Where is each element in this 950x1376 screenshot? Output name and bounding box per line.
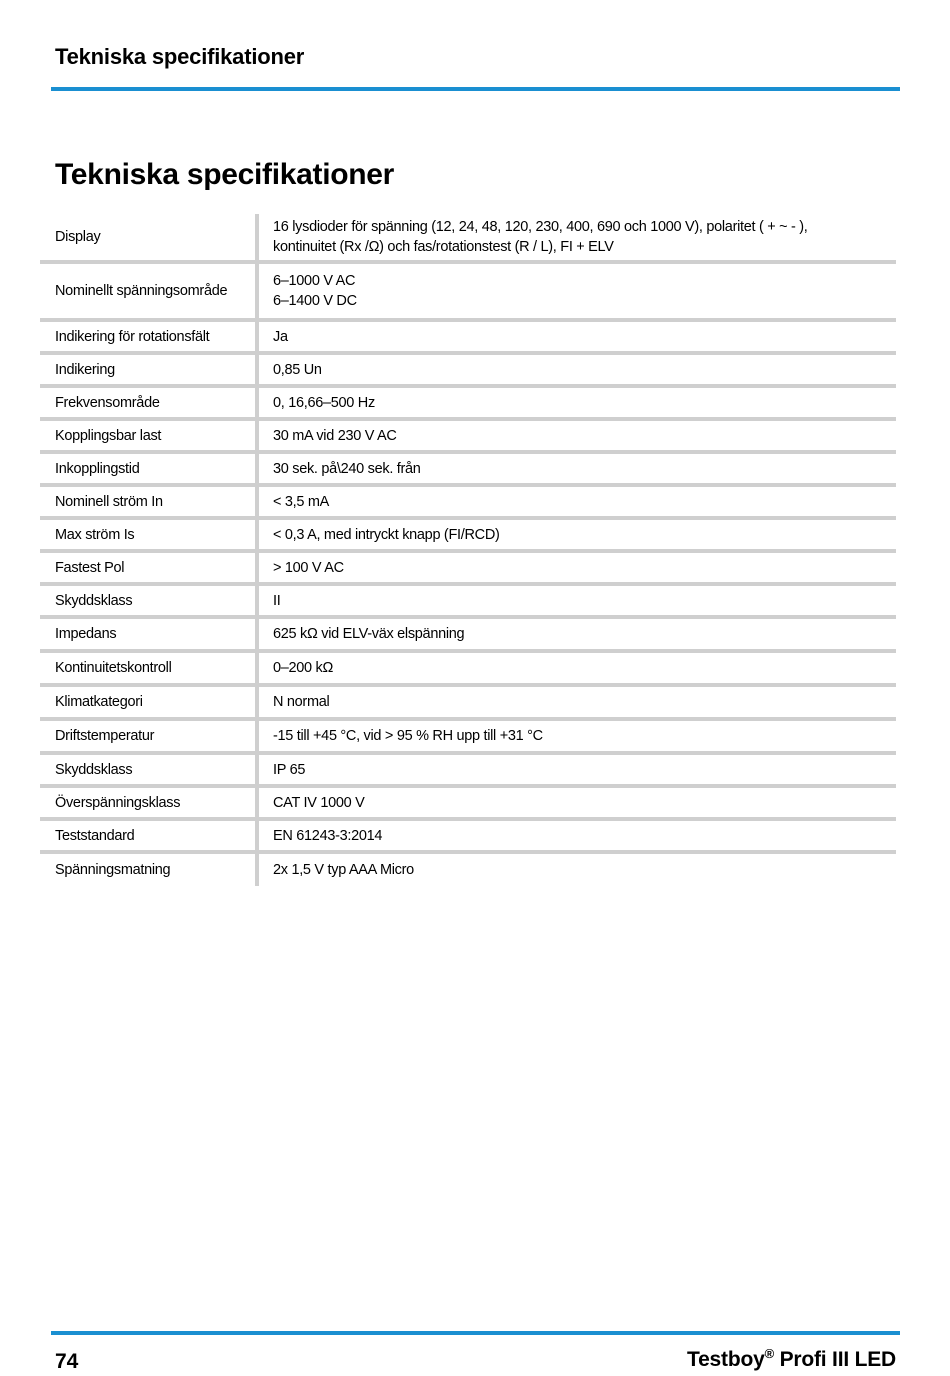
spec-value-line: 0–200 kΩ [273,660,334,676]
spec-value [259,653,896,683]
spec-row [40,487,896,520]
spec-label: Fastest Pol [40,553,259,582]
spec-label: Kopplingsbar last [40,421,259,450]
spec-row [40,355,896,388]
spec-label: Nominell ström In [40,487,259,516]
spec-value-line: 16 lysdioder för spänning (12, 24, 48, 120, 230, 400, 690 och 1000 V), polaritet ( + ~ - ), [273,219,808,235]
spec-value [259,721,896,751]
page-title: Tekniska specifikationer [55,158,395,191]
spec-value-line: 0,85 Un [273,361,322,378]
spec-value-line: 30 mA vid 230 V AC [273,427,397,444]
spec-label: Spänningsmatning [40,854,259,886]
spec-value-line: 625 kΩ vid ELV-väx elspänning [273,626,465,642]
spec-label: Klimatkategori [40,687,259,717]
registered-mark: ® [764,1346,774,1361]
spec-row [40,388,896,421]
spec-value-line: -15 till +45 °C, vid > 95 % RH upp till +31 °C [273,728,543,744]
spec-row [40,721,896,755]
page-number: 74 [55,1350,79,1373]
spec-value [259,520,896,549]
spec-label: Frekvensområde [40,388,259,417]
spec-value [259,821,896,850]
spec-value [259,421,896,450]
spec-table [40,214,896,886]
product-name: Profi III LED [773,1348,896,1371]
spec-value-line: 6–1000 V AC [273,273,356,289]
spec-value [259,388,896,417]
spec-label: Indikering [40,355,259,384]
spec-value [259,854,896,886]
spec-label: Driftstemperatur [40,721,259,751]
spec-value-line: < 0,3 A, med intryckt knapp (FI/RCD) [273,526,500,543]
footer-rule [51,1331,900,1335]
spec-label: Skyddsklass [40,586,259,615]
spec-row [40,264,896,322]
spec-row [40,788,896,821]
spec-value-line: 6–1400 V DC [273,293,357,309]
spec-row [40,214,896,264]
spec-label: Kontinuitetskontroll [40,653,259,683]
spec-row [40,821,896,854]
spec-value [259,619,896,649]
spec-row [40,322,896,355]
running-header-title: Tekniska specifikationer [55,44,305,69]
spec-label: Teststandard [40,821,259,850]
spec-row [40,619,896,653]
brand-name: Testboy [687,1348,765,1371]
spec-value [259,214,896,260]
spec-value [259,553,896,582]
spec-label: Skyddsklass [40,755,259,784]
spec-value [259,322,896,351]
spec-value [259,355,896,384]
spec-value-line: 30 sek. på\240 sek. från [273,460,421,477]
spec-value-line: N normal [273,694,330,710]
spec-value [259,454,896,483]
spec-value-line: Ja [273,328,288,345]
spec-value-line: IP 65 [273,761,306,778]
spec-row [40,755,896,788]
spec-row [40,854,896,886]
spec-label: Impedans [40,619,259,649]
spec-value [259,788,896,817]
spec-value-line: CAT IV 1000 V [273,794,365,811]
spec-value-line: II [273,592,281,609]
header-rule [51,87,900,91]
spec-label: Display [40,214,259,260]
spec-row [40,687,896,721]
spec-row [40,586,896,619]
spec-value-line: kontinuitet (Rx /Ω) och fas/rotationstest (R / L), FI + ELV [273,239,614,255]
spec-row [40,653,896,687]
spec-value [259,487,896,516]
spec-value [259,586,896,615]
spec-value-line: 2x 1,5 V typ AAA Micro [273,862,414,878]
spec-label: Överspänningsklass [40,788,259,817]
spec-label: Nominellt spänningsområde [40,264,259,318]
spec-label: Max ström Is [40,520,259,549]
footer-product-name [687,1348,896,1372]
spec-value-line: > 100 V AC [273,559,344,576]
spec-value [259,264,896,318]
spec-row [40,421,896,454]
spec-value-line: < 3,5 mA [273,493,330,510]
spec-row [40,520,896,553]
spec-row [40,454,896,487]
spec-value-line: 0, 16,66–500 Hz [273,394,375,411]
spec-label: Indikering för rotationsfält [40,322,259,351]
spec-row [40,553,896,586]
spec-value [259,687,896,717]
spec-value [259,755,896,784]
spec-value-line: EN 61243-3:2014 [273,827,383,844]
spec-label: Inkopplingstid [40,454,259,483]
